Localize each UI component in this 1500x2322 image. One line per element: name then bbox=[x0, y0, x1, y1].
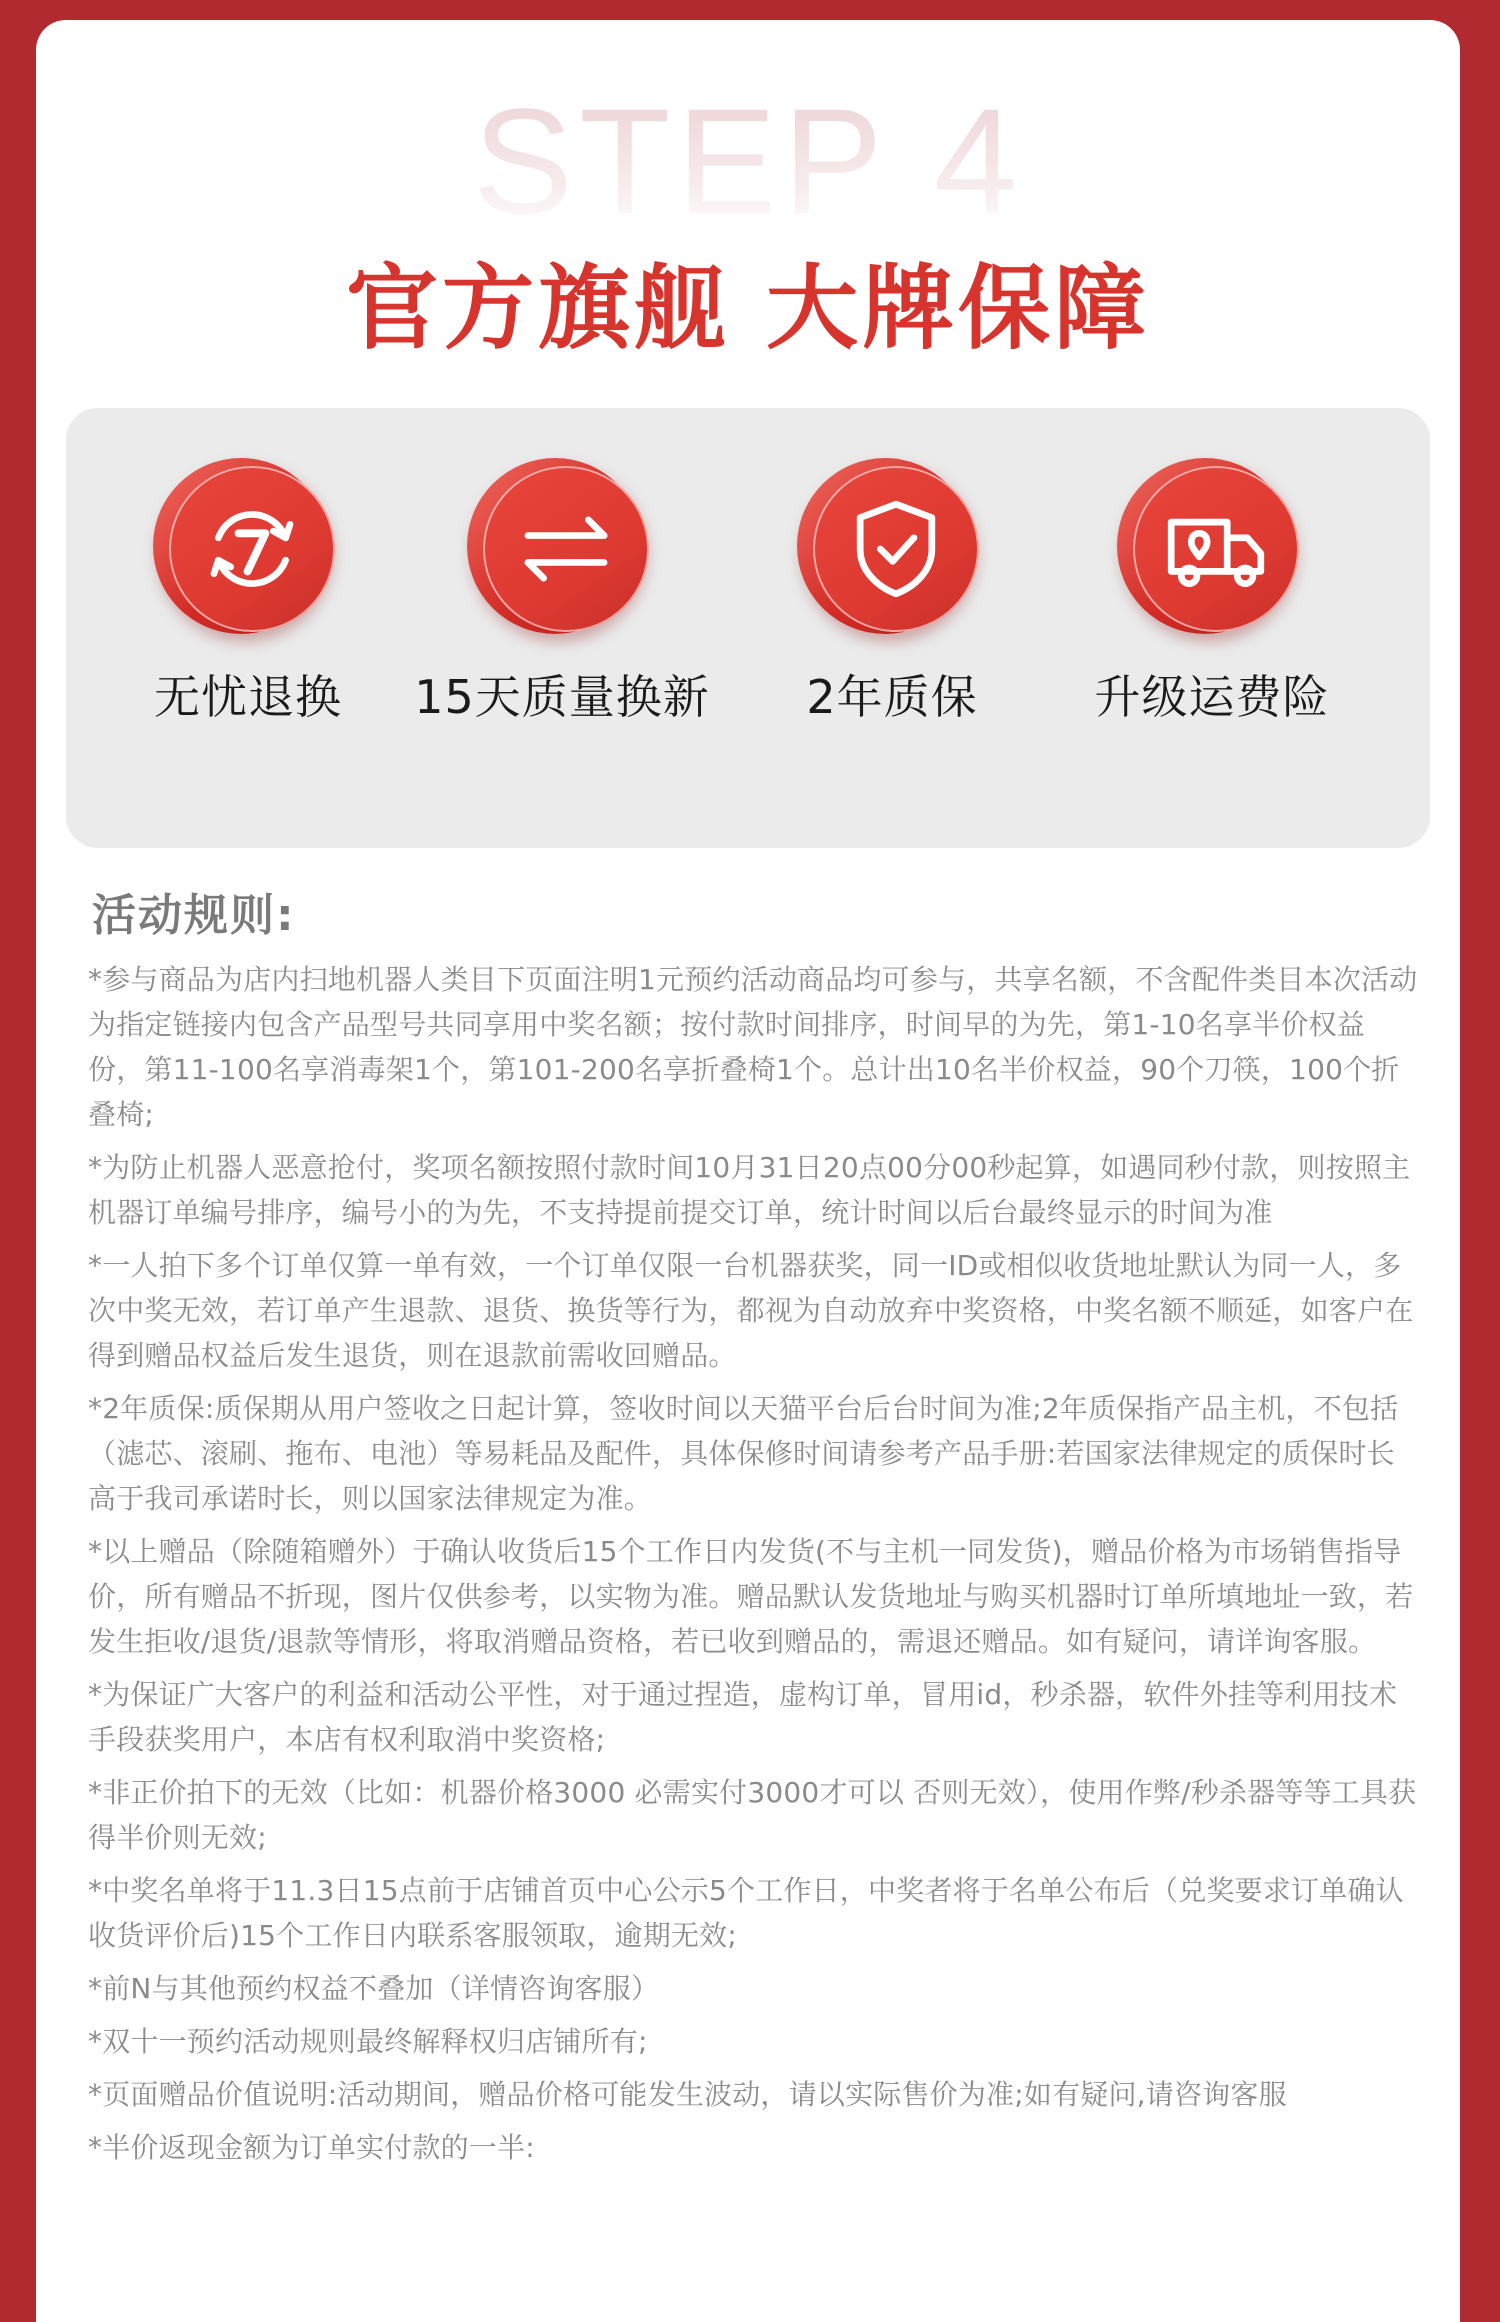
delivery-truck-icon bbox=[1160, 493, 1272, 605]
seven-day-return-icon bbox=[196, 493, 308, 605]
feature-icon-badge bbox=[467, 458, 657, 648]
promo-card bbox=[36, 20, 1460, 2322]
feature-label: 升级运费险 bbox=[1094, 670, 1330, 724]
feature-two-year-warranty bbox=[732, 458, 1052, 725]
page-title: 官方旗舰 大牌保障 bbox=[345, 255, 1151, 362]
activity-rules bbox=[88, 890, 1418, 2178]
feature-label: 15天质量换新 bbox=[414, 670, 710, 724]
step-watermark: STEP 4 bbox=[472, 77, 1024, 245]
rule-item: *前N与其他预约权益不叠加（详情咨询客服） bbox=[88, 1971, 660, 2005]
rule-item: *为保证广大客户的利益和活动公平性，对于通过捏造，虚构订单，冒用id，秒杀器，软件外挂等利用技术手段获奖用户，本店有权利取消中奖资格; bbox=[88, 1677, 1398, 1756]
feature-icon-badge bbox=[1117, 458, 1307, 648]
rules-title: 活动规则: bbox=[92, 890, 296, 941]
rule-item: *2年质保:质保期从用户签收之日起计算，签收时间以天猫平台后台时间为准;2年质保指产品主机，不包括（滤芯、滚刷、拖布、电池）等易耗品及配件，具体保修时间请参考产品手册:若国家法律规定的质保时长高于我司承诺时长，则以国家法律规定为准。 bbox=[88, 1391, 1399, 1515]
rule-item: *半价返现金额为订单实付款的一半: bbox=[88, 2130, 535, 2164]
rule-item: *参与商品为店内扫地机器人类目下页面注明1元预约活动商品均可参与，共享名额，不含配件类目本次活动为指定链接内包含产品型号共同享用中奖名额；按付款时间排序，时间早的为先，第1-10名享半价权益份，第11-100名享消毒架1个，第101-200名享折叠椅1个。总计出10名半价权益，90个刀筷，100个折叠椅; bbox=[88, 962, 1418, 1131]
rule-item: *一人拍下多个订单仅算一单有效，一个订单仅限一台机器获奖，同一ID或相似收货地址默认为同一人，多次中奖无效，若订单产生退款、退货、换货等行为，都视为自动放弃中奖资格，中奖名额不顺延，如客户在得到赠品权益后发生退货，则在退款前需收回赠品。 bbox=[88, 1248, 1414, 1372]
rule-item: *中奖名单将于11.3日15点前于店铺首页中心公示5个工作日，中奖者将于名单公布后（兑奖要求订单确认收货评价后)15个工作日内联系客服领取，逾期无效; bbox=[88, 1873, 1404, 1952]
rule-item: *非正价拍下的无效（比如：机器价格3000 必需实付3000才可以 否则无效），使用作弊/秒杀器等等工具获得半价则无效; bbox=[88, 1775, 1417, 1854]
feature-worry-free-return bbox=[88, 458, 408, 725]
rule-item: *双十一预约活动规则最终解释权归店铺所有; bbox=[88, 2024, 648, 2058]
rule-item: *以上赠品（除随箱赠外）于确认收货后15个工作日内发货(不与主机一同发货)，赠品价格为市场销售指导价，所有赠品不折现，图片仅供参考，以实物为准。赠品默认发货地址与购买机器时订单所填地址一致，若发生拒收/退货/退款等情形，将取消赠品资格，若已收到赠品的，需退还赠品。如有疑问，请详询客服。 bbox=[88, 1534, 1414, 1658]
feature-quality-exchange bbox=[402, 458, 722, 725]
feature-shipping-insurance bbox=[1052, 458, 1372, 725]
rule-item: *页面赠品价值说明:活动期间，赠品价格可能发生波动，请以实际售价为准;如有疑问,请咨询客服 bbox=[88, 2077, 1287, 2111]
exchange-arrows-icon bbox=[510, 493, 622, 605]
features-panel bbox=[66, 408, 1430, 848]
feature-label: 2年质保 bbox=[806, 670, 978, 724]
feature-icon-badge bbox=[153, 458, 343, 648]
rule-item: *为防止机器人恶意抢付，奖项名额按照付款时间10月31日20点00分00秒起算，如遇同秒付款，则按照主机器订单编号排序，编号小的为先，不支持提前提交订单，统计时间以后台最终显示的时间为准 bbox=[88, 1150, 1411, 1229]
feature-label: 无忧退换 bbox=[154, 670, 342, 724]
shield-check-icon bbox=[840, 493, 952, 605]
feature-icon-badge bbox=[797, 458, 987, 648]
